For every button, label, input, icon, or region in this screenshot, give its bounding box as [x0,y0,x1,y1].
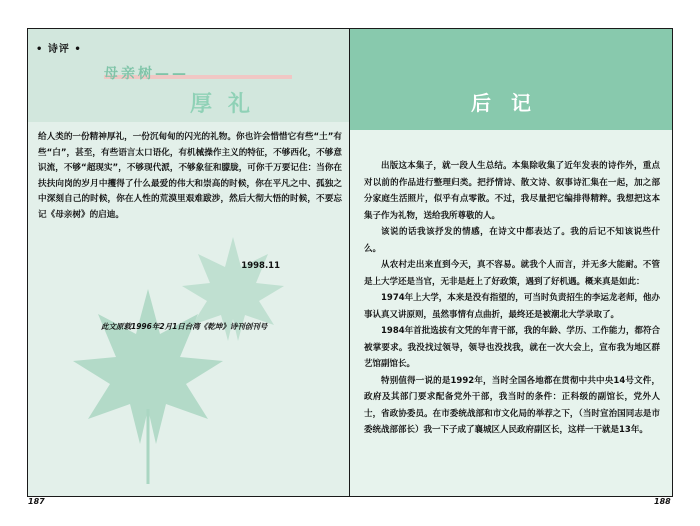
left-page [27,28,351,497]
paragraph: 出版这本集子，就一段人生总结。本集除收集了近年发表的诗作外，重点对以前的作品进行整理归类。把抒情诗、散文诗、叙事诗汇集在一起，加之部分家庭生活照片，似乎有点零散。不过，我尽量把它编排得精粹。我想把这本集子作为礼物，送给我所尊敬的人。 [364,161,660,221]
article-source: 此文原载1996年2月1日台湾《乾坤》诗刊创刊号 [101,322,268,331]
paragraph: 从农村走出来直到今天，真不容易。就我个人而言，并无多大能耐。不管是上大学还是当官，无非是赶上了好政策，遇到了好机遇。概来真是如此： [364,260,660,287]
afterword-body [364,158,660,439]
article-title-line2: 厚礼 [190,92,267,117]
article-title-line1: 母亲树—— [104,66,189,82]
right-page [349,28,673,497]
left-body-text: 给人类的一份精神厚礼，一份沉甸甸的闪光的礼物。你也许会惜惜它有些“土”有些“白”，甚至，有些语言太口语化，有机械操作主义的特征，不够西化，不够意识流，不够“超现实”，不够现代派，不够象征和朦胧，可你千万要记住：当你在扶扶向岗的岁月中攫得了什么最爱的伟大和崇高的时候，你在平凡之中、孤独之中深刻自己的时候，你在人性的荒漠里艰难跋涉，然后大彻大悟的时候，不要忘记《母亲树》的启迪。 [38,132,342,220]
paragraph: 该说的话我该抒发的情感，在诗文中都表达了。我的后记不知该说些什么。 [364,227,660,254]
article-date: 1998.11 [241,261,280,271]
page-number-right: 188 [654,497,671,506]
section-label: • 诗评 • [36,44,82,55]
maple-leaf-small-icon [178,229,288,359]
afterword-title: 后记 [471,91,551,115]
page-number-left: 187 [28,497,45,506]
paragraph: 1984年首批选拔有文凭的年青干部，我的年龄、学历、工作能力，都符合被掌要求。我没找过领导，领导也没找我，就在一次大会上，宣布我为地区群艺馆副馆长。 [364,326,660,369]
paragraph: 特别值得一说的是1992年，当时全国各地都在贯彻中共中央14号文件，政府及其部门要求配备党外干部，我当时的条件：正科级的副馆长，党外人士，省政协委员。在市委统战部和市文化局的举荐之下，（当时宣治国同志是市委统战部部长）我一下子成了襄城区人民政府副区长，这样一干就是13年。 [364,375,660,435]
paragraph: 1974年上大学，本来是没有指望的，可当时负责招生的李运龙老师，他办事认真又讲原则，虽然事情有点曲折，最终还是被潮北大学录取了。 [364,293,660,320]
